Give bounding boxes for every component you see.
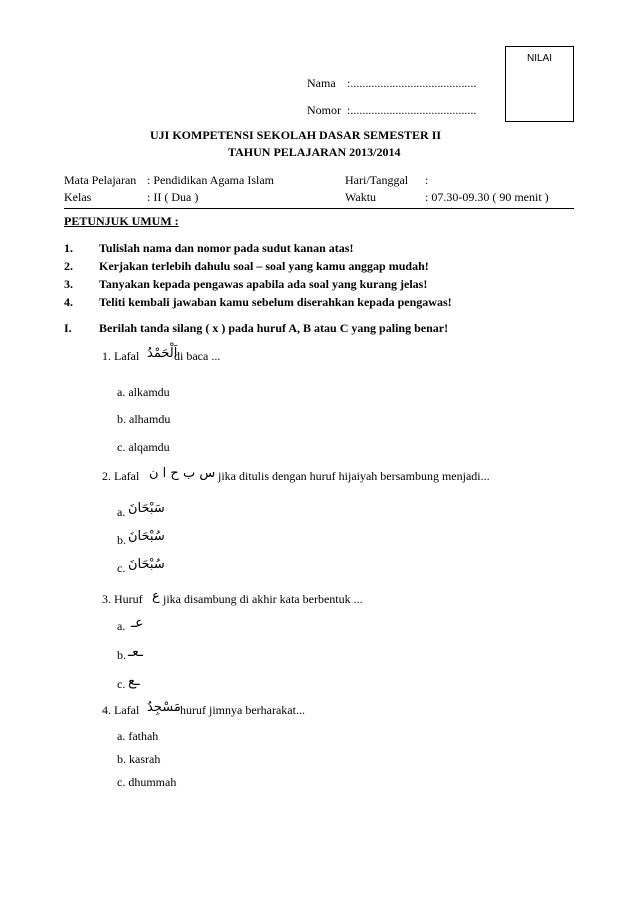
question-4-option-a[interactable]: a. fathah [117, 729, 159, 743]
question-3-option-c-letter[interactable]: c. [117, 677, 126, 691]
question-1-option-b[interactable]: b. alhamdu [117, 412, 171, 426]
question-2-option-c-letter[interactable]: c. [117, 561, 126, 575]
score-label: NILAI [526, 53, 552, 64]
question-4-option-b[interactable]: b. kasrah [117, 752, 161, 766]
question-3-option-b-letter[interactable]: b. [117, 648, 126, 662]
day-label: Hari/Tanggal [345, 173, 409, 187]
instruction-number: 2. [64, 259, 73, 273]
instruction-number: 3. [64, 277, 73, 291]
question-2-option-a-arabic[interactable]: سَبْحَانَ [128, 501, 165, 516]
exam-title: UJI KOMPETENSI SEKOLAH DASAR SEMESTER II [150, 128, 442, 142]
question-3-option-a-letter[interactable]: a. [117, 619, 126, 633]
day-value: : [425, 173, 429, 187]
number-blank[interactable]: :.......................................... [347, 103, 477, 117]
section-instruction: Berilah tanda silang ( x ) pada huruf A, B atau C yang paling benar! [99, 321, 449, 335]
instructions-heading: PETUNJUK UMUM : [64, 214, 179, 228]
instruction-item: Tanyakan kepada pengawas apabila ada soal yang kurang jelas! [99, 277, 428, 291]
instruction-item: Tulislah nama dan nomor pada sudut kanan atas! [99, 241, 354, 255]
question-4-suffix: huruf jimnya berharakat... [180, 703, 305, 717]
score-box [505, 46, 574, 122]
question-2-prefix: 2. Lafal [102, 469, 140, 483]
divider [64, 208, 574, 209]
question-2-arabic: س ب ح ا ن [149, 466, 216, 481]
instruction-number: 1. [64, 241, 73, 255]
name-blank[interactable]: :.......................................... [347, 76, 477, 90]
question-3-suffix: jika disambung di akhir kata berbentuk ... [163, 592, 363, 606]
exam-year: TAHUN PELAJARAN 2013/2014 [228, 145, 401, 159]
subject-label: Mata Pelajaran [64, 173, 137, 187]
instruction-item: Kerjakan terlebih dahulu soal – soal yang kamu anggap mudah! [99, 259, 429, 273]
question-1-prefix: 1. Lafal [102, 349, 140, 363]
question-2-option-b-arabic[interactable]: سُبْحَانَ [128, 529, 165, 544]
section-number: I. [64, 321, 72, 335]
question-3-option-b-arabic[interactable]: ـعـ [128, 644, 143, 660]
question-2-suffix: jika ditulis dengan huruf hijaiyah bersambung menjadi... [218, 469, 490, 483]
instruction-item: Teliti kembali jawaban kamu sebelum diserahkan kepada pengawas! [99, 295, 452, 309]
time-label: Waktu [345, 190, 377, 204]
class-value: : II ( Dua ) [147, 190, 199, 204]
question-2-option-b-letter[interactable]: b. [117, 533, 126, 547]
name-label: Nama [307, 76, 336, 90]
question-3-prefix: 3. Huruf [102, 592, 143, 606]
question-4-prefix: 4. Lafal [102, 703, 140, 717]
question-4-arabic: مَسْجِدٌ [147, 700, 181, 715]
question-1-arabic: اَلْحَمْدُ [147, 346, 178, 361]
question-1-option-a[interactable]: a. alkamdu [117, 385, 170, 399]
time-value: : 07.30-09.30 ( 90 menit ) [425, 190, 549, 204]
question-2-option-c-arabic[interactable]: سُبْحَانَ [128, 557, 165, 572]
question-2-option-a-letter[interactable]: a. [117, 505, 126, 519]
instruction-number: 4. [64, 295, 73, 309]
question-3-arabic: ع [152, 589, 160, 604]
subject-value: : Pendidikan Agama Islam [147, 173, 274, 187]
class-label: Kelas [64, 190, 92, 204]
number-label: Nomor [307, 103, 341, 117]
question-4-option-c[interactable]: c. dhummah [117, 775, 177, 789]
question-1-suffix: di baca ... [174, 349, 221, 363]
question-1-option-c[interactable]: c. alqamdu [117, 440, 170, 454]
question-3-option-a-arabic[interactable]: عـ [131, 615, 144, 631]
question-3-option-c-arabic[interactable]: ـع [128, 673, 140, 689]
